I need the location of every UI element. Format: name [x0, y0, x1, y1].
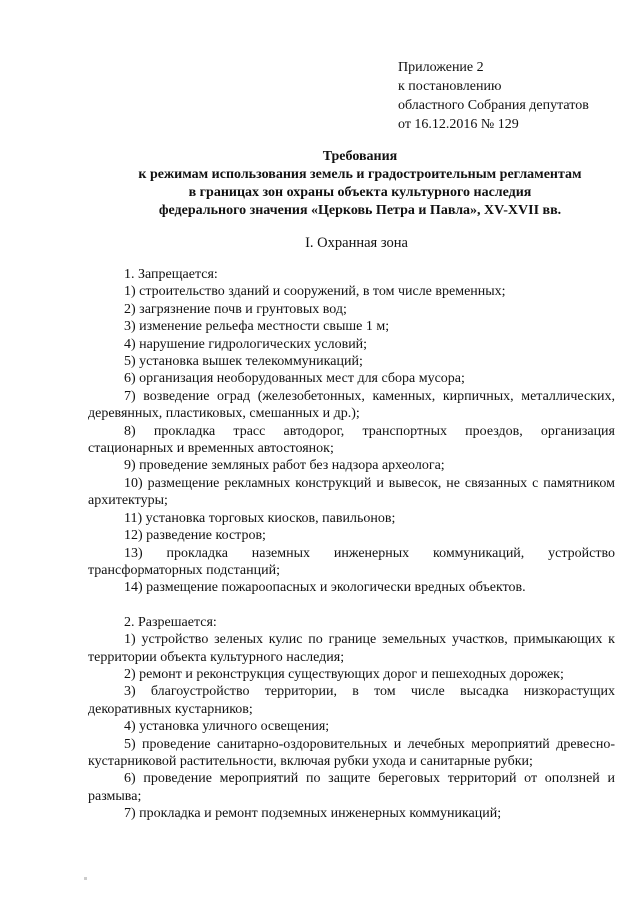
- prohibited-item: 2) загрязнение почв и грунтовых вод;: [124, 301, 347, 317]
- paragraph-gap: [88, 597, 615, 614]
- allowed-item: 7) прокладка и ремонт подземных инженерных коммуникаций;: [124, 806, 502, 822]
- title-line: Требования: [322, 149, 398, 164]
- prohibited-heading: 1. Запрещается:: [124, 267, 218, 282]
- prohibited-item: 13) прокладка наземных инженерных коммуникаций, устройство трансформаторных подстанций;: [88, 545, 615, 578]
- prohibited-item: 4) нарушение гидрологических условий;: [124, 336, 368, 352]
- prohibited-item: 14) размещение пожароопасных и экологически вредных объектов.: [124, 580, 526, 596]
- prohibited-item: 5) установка вышек телекоммуникаций;: [124, 354, 363, 370]
- prohibited-item: 6) организация необорудованных мест для сбора мусора;: [124, 371, 465, 387]
- scan-speck: [84, 877, 87, 880]
- prohibited-item: 9) проведение земляных работ без надзора археолога;: [124, 458, 445, 474]
- title-line: в границах зон охраны объекта культурного наследия: [188, 185, 532, 200]
- allowed-item: 3) благоустройство территории, в том числе высадка низкорастущих декоративных кустарников;: [88, 684, 615, 717]
- prohibited-item: 1) строительство зданий и сооружений, в том числе временных;: [124, 284, 506, 300]
- title-line: к режимам использования земель и градостроительным регламентам: [138, 167, 582, 182]
- annex-line: к постановлению: [398, 79, 502, 94]
- prohibited-item: 10) размещение рекламных конструкций и вывесок, не связанных с памятником архитектуры;: [88, 475, 615, 509]
- prohibited-item: 8) прокладка трасс автодорог, транспортных проездов, организация стационарных и временных автостоянок;: [88, 423, 615, 457]
- allowed-item: 4) установка уличного освещения;: [124, 719, 330, 735]
- allowed-heading: 2. Разрешается:: [124, 614, 217, 630]
- allowed-item: 2) ремонт и реконструкция существующих дорог и пешеходных дорожек;: [124, 666, 564, 682]
- annex-line: Приложение 2: [398, 60, 484, 75]
- annex-line: областного Собрания депутатов: [398, 98, 589, 113]
- title-line: федерального значения «Церковь Петра и Павла», XV-XVII вв.: [158, 203, 562, 218]
- prohibited-item: 12) разведение костров;: [124, 528, 266, 544]
- annex-block: [398, 58, 589, 134]
- prohibited-item: 11) установка торговых киосков, павильонов;: [124, 510, 396, 526]
- document-body: [88, 266, 615, 823]
- annex-date-line: от 16.12.2016 № 129: [398, 117, 519, 132]
- allowed-item: 6) проведение мероприятий по защите береговых территорий от оползней и размыва;: [88, 771, 615, 804]
- allowed-item: 1) устройство зеленых кулис по границе земельных участков, примыкающих к территории объекта культурного наследия;: [88, 632, 615, 665]
- document-title: [110, 148, 610, 220]
- section-heading: I. Охранная зона: [305, 235, 408, 251]
- prohibited-item: 7) возведение оград (железобетонных, каменных, кирпичных, металлических, деревянных, пластиковых, смешанных и др.);: [88, 388, 615, 422]
- allowed-item: 5) проведение санитарно-оздоровительных и лечебных мероприятий древесно-кустарниковой растительности, включая рубки ухода и санитарные рубки;: [88, 736, 615, 769]
- prohibited-item: 3) изменение рельефа местности свыше 1 м;: [124, 319, 390, 335]
